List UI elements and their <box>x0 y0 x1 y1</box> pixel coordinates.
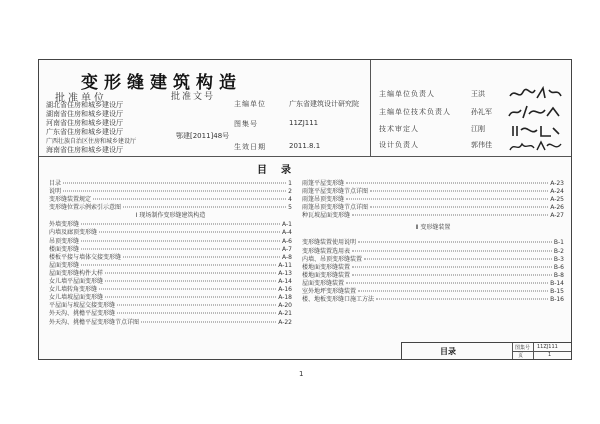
approve-doc-heading: 批准文号 <box>171 92 216 102</box>
toc-entry[interactable]: 女儿墙坡屋面变形缝 A-18 <box>49 294 292 302</box>
approve-unit: 海南省住房和城乡建设厅 <box>46 146 123 154</box>
info-value: 11ZJ111 <box>289 119 319 127</box>
page-value: 1 <box>548 352 552 358</box>
approve-unit: 河南省住房和城乡建设厅 <box>46 119 123 127</box>
toc-entry[interactable]: 外天沟、挑檐平屋变形缝节点详图 A-22 <box>49 318 292 326</box>
drawing-sheet <box>38 59 572 360</box>
toc-entry[interactable]: 雨篷吊顶变形缝 A-25 <box>302 196 564 204</box>
info-value: 2011.8.1 <box>289 142 321 150</box>
toc-entry[interactable]: 变形缝装置选用表 B-2 <box>302 247 564 255</box>
toc-entry[interactable]: 雨篷平屋变形缝节点详图 A-24 <box>302 188 564 196</box>
signature-image <box>507 84 565 104</box>
info-value: 广东省建筑设计研究院 <box>289 100 359 108</box>
approve-unit: 湖南省住房和城乡建设厅 <box>46 110 123 118</box>
toc-entry[interactable]: 变形缝装置规定 4 <box>49 196 292 204</box>
toc-entry[interactable]: 楼地面变形缝装置 B-8 <box>302 271 564 279</box>
approve-unit: 广西壮族自治区住房和城乡建设厅 <box>46 138 137 145</box>
toc-entry[interactable]: 外天沟、挑檐平屋变形缝 A-21 <box>49 310 292 318</box>
header-vertical-divider <box>370 60 371 156</box>
responsibility-name: 江刚 <box>471 125 485 133</box>
responsibility-name: 王洪 <box>471 90 485 98</box>
toc-heading: 目录 <box>257 165 305 176</box>
toc-entry[interactable]: 目录 1 <box>49 180 292 187</box>
toc-section-heading: Ⅰ 现场制作变形缝建筑构造 <box>135 212 206 220</box>
signature-image <box>507 102 565 122</box>
responsibility-name: 郭伟佳 <box>471 141 492 149</box>
toc-entry[interactable]: 雨篷平屋变形缝 A-23 <box>302 180 564 187</box>
info-label: 主编单位 <box>234 100 266 108</box>
toc-entry[interactable]: 女儿墙平屋面变形缝 A-14 <box>49 278 292 286</box>
responsibility-role: 设计负责人 <box>379 141 419 149</box>
toc-entry[interactable]: 屋面变形缝 A-11 <box>49 261 292 269</box>
toc-entry[interactable]: 种瓦坡屋面变形缝 A-27 <box>302 212 564 220</box>
page-label: 页 <box>518 353 524 359</box>
toc-entry[interactable]: 内墙及廊顶变形缝 A-4 <box>49 229 292 237</box>
toc-entry[interactable]: 楼地面变形缝装置 B-6 <box>302 263 564 271</box>
toc-entry[interactable]: 变形缝位置示例索引示意图 5 <box>49 204 292 212</box>
toc-entry[interactable]: 楼面变形缝 A-7 <box>49 245 292 253</box>
info-label: 生效日期 <box>234 143 266 151</box>
title-block-title: 目录 <box>440 347 456 356</box>
approve-unit-heading: 批准单位 <box>55 93 107 104</box>
toc-entry[interactable]: 屋面变形缝构件大样 A-13 <box>49 269 292 277</box>
responsibility-role: 主编单位技术负责人 <box>379 108 451 116</box>
title-block <box>401 342 571 359</box>
atlas-number-label: 图集号 <box>515 345 531 351</box>
toc-entry[interactable]: 外墙变形缝 A-1 <box>49 221 292 229</box>
atlas-title: 变形缝建筑构造 <box>81 73 242 93</box>
toc-right-column <box>302 178 564 302</box>
toc-section-heading: Ⅱ 变形缝装置 <box>415 224 451 232</box>
info-label: 图集号 <box>234 120 258 128</box>
toc-entry[interactable]: 变形缝装置使用说明 B-1 <box>302 239 564 247</box>
approve-unit: 广东省住房和城乡建设厅 <box>46 128 123 136</box>
signature-image <box>507 136 565 156</box>
toc-entry[interactable]: 室外地坪变形缝装置 B-15 <box>302 288 564 296</box>
atlas-number-value: 11ZJ111 <box>537 344 558 350</box>
toc-entry[interactable]: 楼、地板变形缝口施工方法 B-16 <box>302 296 564 304</box>
toc-entry[interactable]: 吊顶变形缝 A-6 <box>49 237 292 245</box>
approval-doc-number: 鄂建[2011]48号 <box>176 132 230 140</box>
responsibility-name: 孙礼军 <box>471 108 492 116</box>
page-number: 1 <box>299 370 304 378</box>
toc-entry[interactable]: 楼板平接与墙体交接变形缝 A-8 <box>49 253 292 261</box>
approve-unit: 湖北省住房和城乡建设厅 <box>46 101 123 109</box>
header-divider <box>39 156 571 157</box>
responsibility-role: 技术审定人 <box>379 125 419 133</box>
toc-entry[interactable]: 内墙、吊顶变形缝装置 B-3 <box>302 255 564 263</box>
toc-entry[interactable]: 说明 2 <box>49 188 292 196</box>
toc-entry[interactable]: 雨篷吊顶变形缝节点详图 A-26 <box>302 204 564 212</box>
responsibility-role: 主编单位负责人 <box>379 90 435 98</box>
toc-entry[interactable]: 屋面变形缝装置 B-14 <box>302 279 564 287</box>
toc-entry[interactable]: 平屋面与坡屋交接变形缝 A-20 <box>49 302 292 310</box>
toc-left-column <box>49 178 292 325</box>
toc-entry[interactable]: 女儿墙转角变形缝 A-16 <box>49 286 292 294</box>
